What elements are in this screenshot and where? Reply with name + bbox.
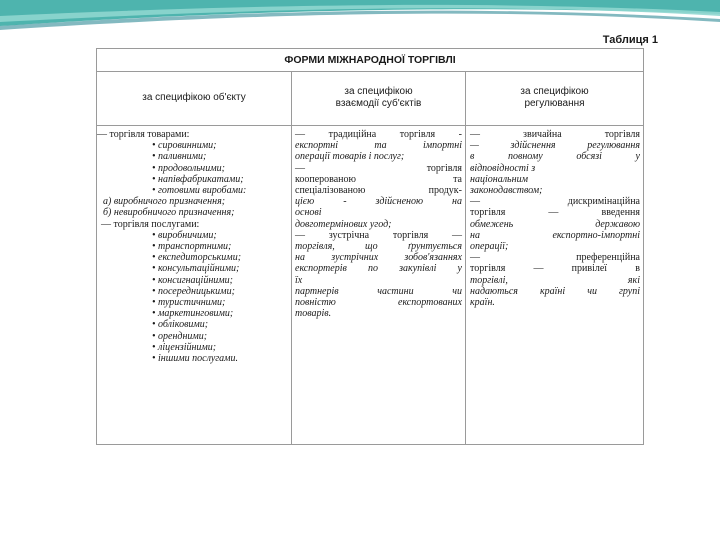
col2-line: на зустрічних зобов'язаннях	[295, 252, 462, 264]
col3-line: національним	[470, 173, 528, 185]
col3-line: надаються країні чи групі	[470, 285, 640, 297]
col2-line: — зустрічна торгівля —	[295, 229, 462, 241]
service-item: • експедиторськими;	[152, 252, 242, 264]
table-caption: Таблиця 1	[602, 34, 658, 46]
col2-interaction-specific	[291, 125, 465, 444]
service-item: • ліцензійними;	[152, 341, 217, 353]
service-item: • посередницькими;	[152, 285, 235, 297]
goods-item: • напівфабрикатами;	[152, 173, 244, 185]
trade-forms-table	[96, 48, 644, 445]
col3-line: законодавством;	[470, 185, 543, 197]
col3-line: — преференційна	[470, 252, 640, 264]
col2-line: операції товарів і послуг;	[295, 151, 405, 163]
goods-heading: — торгівля товарами:	[97, 129, 190, 140]
col2-line: їх	[295, 274, 303, 286]
table-header-row	[97, 71, 643, 126]
col3-line: — звичайна торгівля	[470, 129, 640, 140]
col2-line: спеціалізованою продук-	[295, 185, 462, 197]
goods-item: • сировинними;	[152, 140, 217, 152]
col3-line: — здійснення регулювання	[470, 140, 640, 152]
purpose-a: а) виробничого призначення;	[103, 196, 226, 208]
col2-line: цією - здійсненою на	[295, 196, 462, 208]
col2-line: торгівля, що ґрунтується	[295, 241, 462, 253]
goods-item: • паливними;	[152, 151, 207, 163]
service-item: • обліковими;	[152, 319, 209, 331]
service-item: • туристичними;	[152, 297, 226, 309]
col3-line: торгівля — введення	[470, 207, 640, 219]
service-item: • консигнаційними;	[152, 274, 234, 286]
col3-regulation-specific	[465, 125, 643, 444]
table-body-row	[97, 125, 643, 444]
header-col3-line1: за специфікою	[520, 86, 589, 97]
header-col2	[292, 71, 465, 125]
services-heading: — торгівля послугами:	[101, 218, 200, 230]
col3-line: країн.	[470, 297, 495, 309]
col2-line: товарів.	[295, 308, 332, 320]
col3-line: торгівлі, які	[470, 274, 640, 286]
table-title: ФОРМИ МІЖНАРОДНОЇ ТОРГІВЛІ	[97, 49, 643, 72]
service-item: • транспортними;	[152, 241, 232, 253]
col2-line: основі	[295, 207, 322, 219]
header-col1-label: за специфікою об'єкту	[142, 92, 246, 103]
service-item: • консультаційними;	[152, 263, 240, 275]
header-col1	[97, 71, 291, 125]
col3-line: операції;	[470, 241, 509, 253]
col3-line: торгівля — привілеї в	[470, 263, 640, 275]
col2-line: довготермінових угод;	[295, 218, 392, 230]
header-col3	[466, 71, 643, 125]
purpose-b: б) невиробничого призначення;	[103, 207, 235, 219]
col3-line: обмежень державою	[470, 218, 640, 230]
col2-line: повністю експортованих	[295, 297, 462, 309]
col2-line: експортерів по закупівлі у	[295, 263, 462, 275]
service-item: • іншими послугами.	[152, 353, 239, 365]
col3-line: відповідності з	[470, 162, 536, 174]
header-col2-line1: за специфікою	[344, 86, 413, 97]
goods-item: • продовольчими;	[152, 162, 225, 174]
col2-line: — традиційна торгівля -	[295, 129, 462, 140]
goods-item: • готовими виробами:	[152, 185, 247, 197]
col3-line: в повному обсязі у	[470, 151, 640, 163]
col3-line: — дискримінаційна	[470, 196, 640, 208]
header-col2-line2: взаємодії суб'єктів	[335, 98, 422, 109]
col1-object-specific	[97, 125, 291, 444]
col2-line: партнерів частини чи	[295, 285, 462, 297]
col2-line: кооперованою та	[295, 173, 462, 185]
service-item: • виробничими;	[152, 229, 217, 241]
col2-line: — торгівля	[295, 162, 462, 174]
header-col3-line2: регулювання	[524, 98, 585, 109]
col3-line: на експортно-імпортні	[470, 229, 640, 241]
service-item: • маркетинговими;	[152, 308, 234, 320]
col2-line: експортні та імпортні	[295, 140, 462, 152]
service-item: • орендними;	[152, 330, 208, 342]
